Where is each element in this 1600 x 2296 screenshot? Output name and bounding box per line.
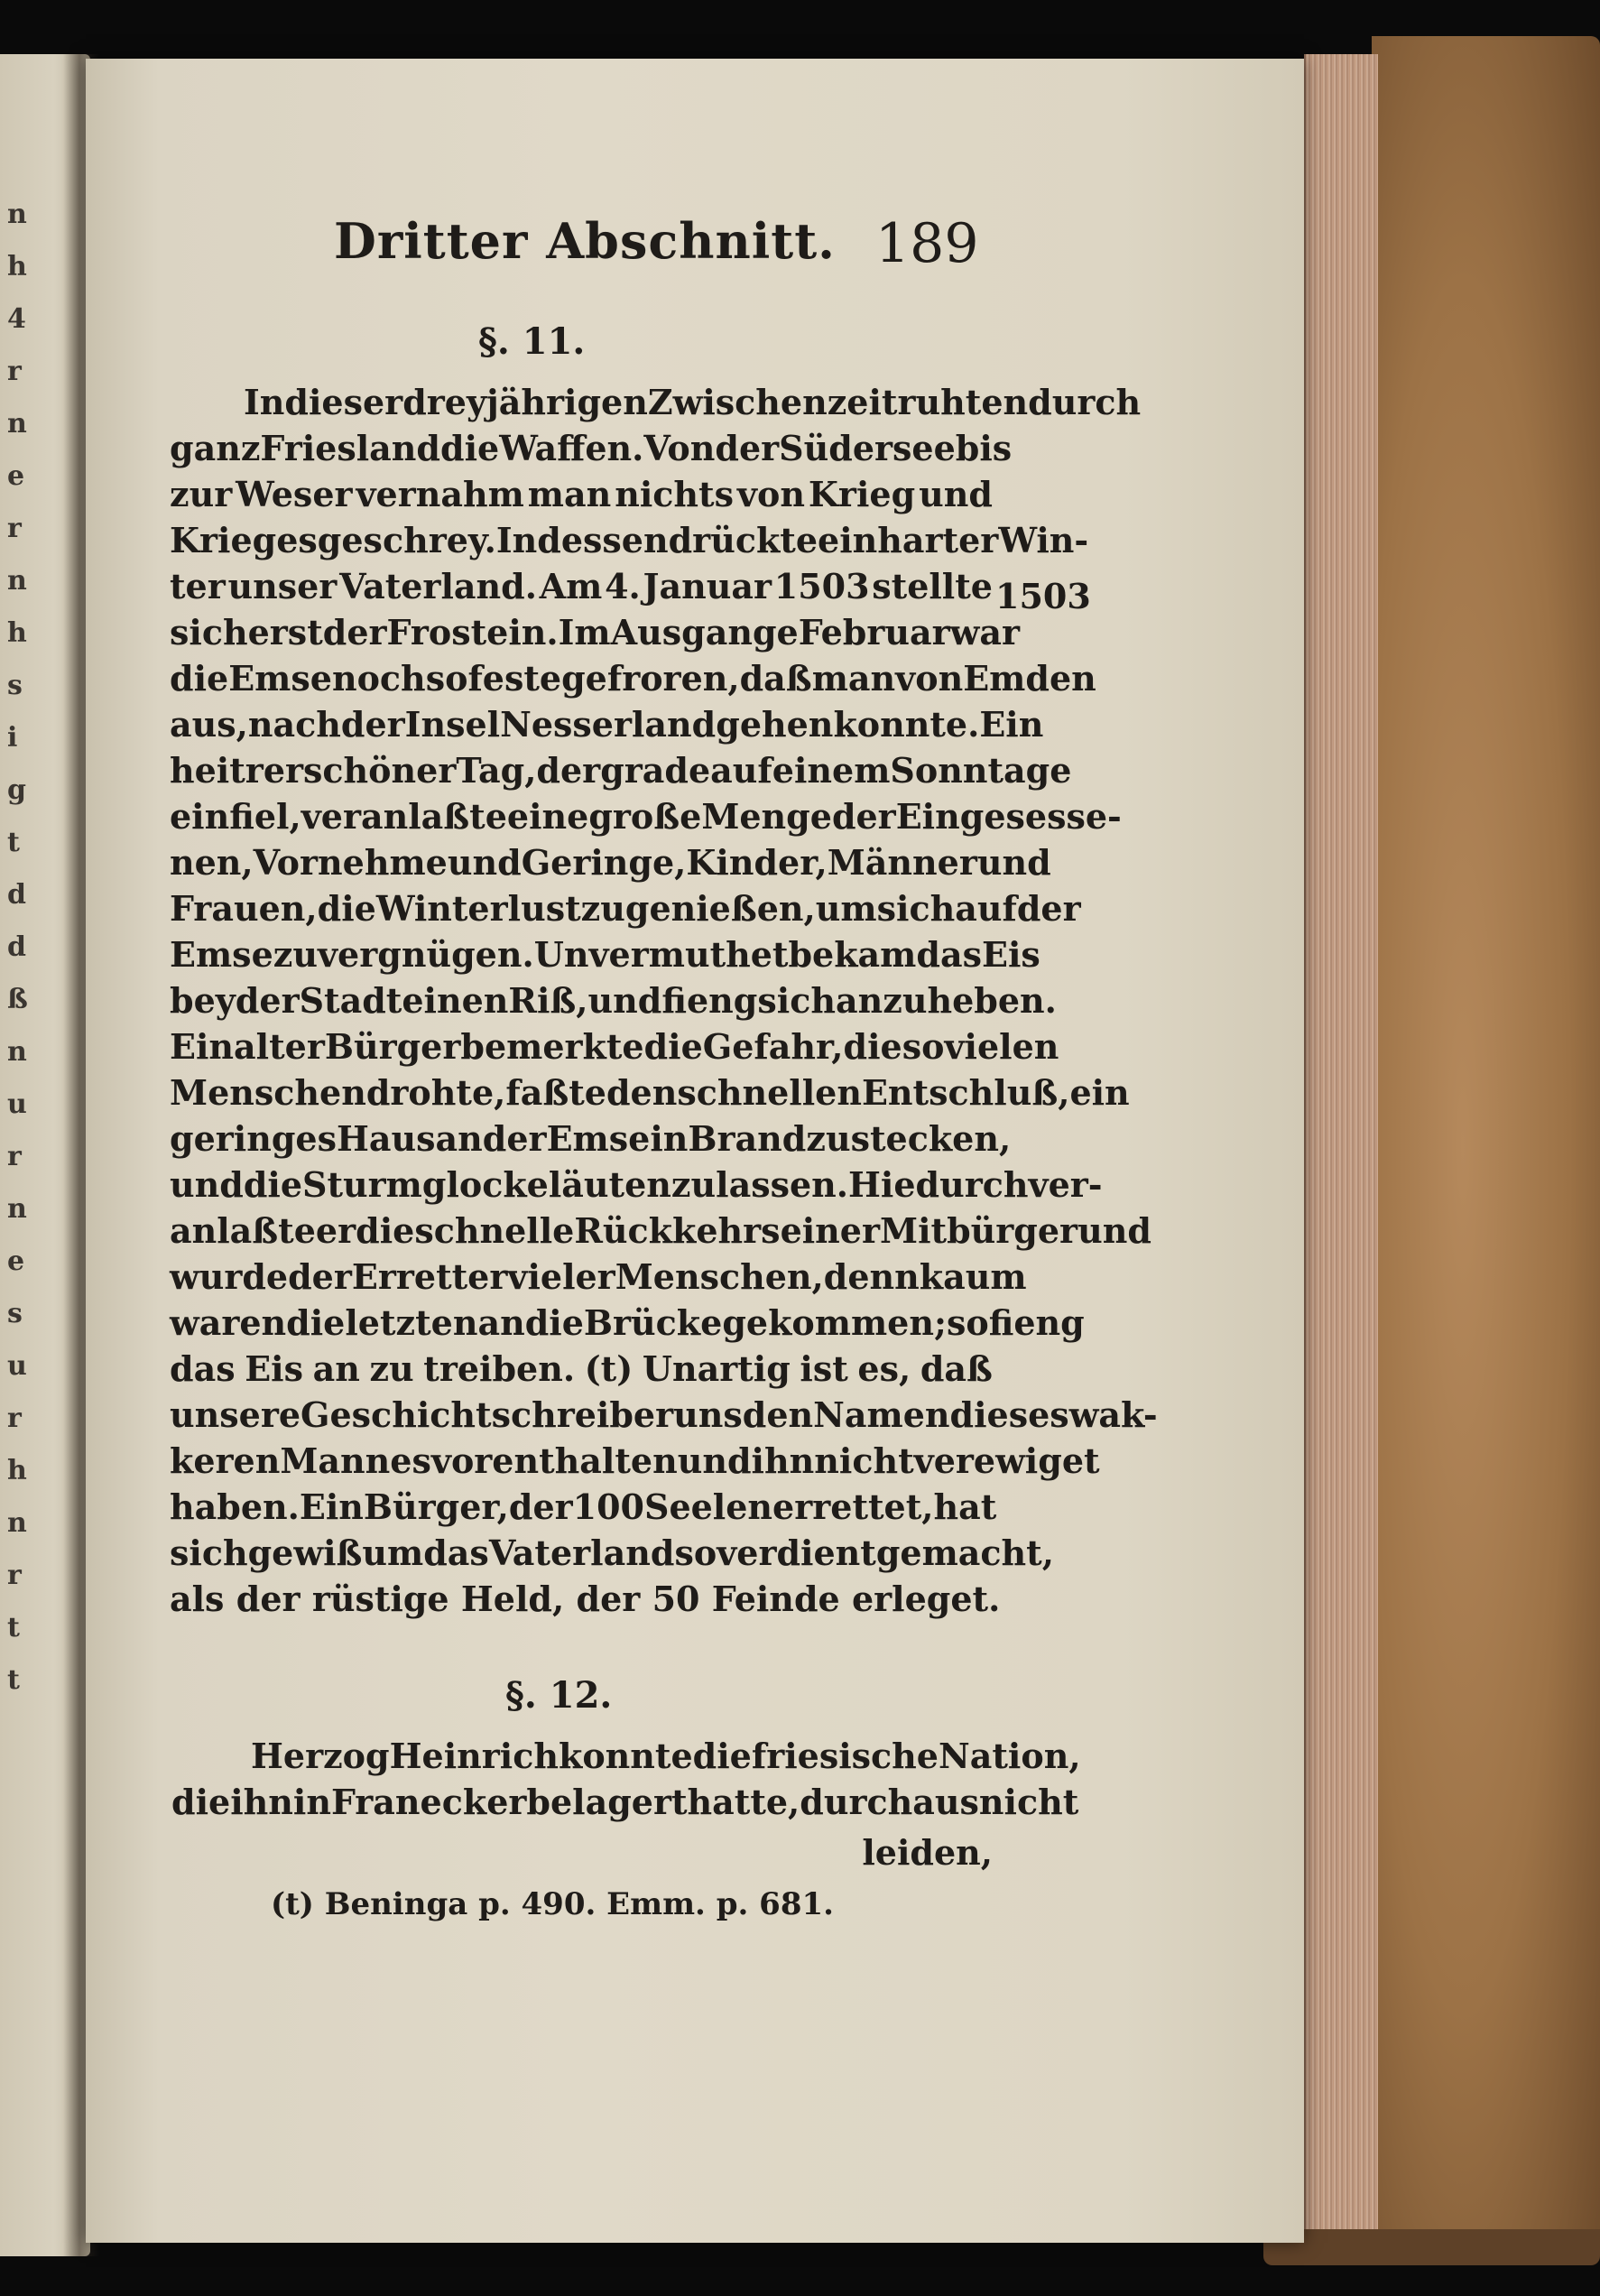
left-page-letter: n bbox=[7, 1507, 27, 1539]
text-line: waren die letzten an die Brücke gekommen; so fieng bbox=[170, 1302, 1085, 1343]
section-12-heading: §. 12. bbox=[505, 1674, 613, 1717]
text-line: anlaßte er die schnelle Rückkehr seiner Mitbürger und bbox=[170, 1210, 1151, 1251]
book-cover bbox=[1372, 36, 1600, 2256]
section-11-body bbox=[170, 379, 1158, 1622]
left-page-letter: t bbox=[7, 1664, 20, 1696]
text-line: Menschen drohte, faßte den schnellen Entschluß, ein bbox=[170, 1072, 1130, 1113]
text-line: In dieser dreyjährigen Zwischenzeit ruhten durch bbox=[244, 382, 1142, 422]
text-line: Frauen, die Winterlust zu genießen, um sich auf der bbox=[170, 888, 1081, 929]
page-number: 189 bbox=[875, 212, 979, 275]
left-page-letter: r bbox=[7, 1141, 22, 1172]
left-page-letter: h bbox=[7, 1455, 27, 1486]
text-line: Kriegesgeschrey. Indessen drückte ein harter Win- bbox=[170, 520, 1089, 560]
left-page-letter: r bbox=[7, 356, 22, 387]
left-page-letter: h bbox=[7, 251, 27, 282]
left-page-letter: d bbox=[7, 931, 26, 963]
text-line: keren Mannes vorenthalten und ihn nicht verewiget bbox=[170, 1440, 1100, 1481]
margin-note-year: 1503 bbox=[995, 576, 1091, 616]
text-line: bey der Stadt einen Riß, und fieng sich an zu heben. bbox=[170, 980, 1057, 1021]
left-page-letter: n bbox=[7, 1193, 27, 1225]
left-page-letter: n bbox=[7, 408, 27, 440]
left-page-letter: r bbox=[7, 1403, 22, 1434]
left-page-letter: h bbox=[7, 617, 27, 649]
left-page-letter: s bbox=[7, 1298, 23, 1329]
catchword: leiden, bbox=[862, 1832, 993, 1873]
left-page-letter: i bbox=[7, 722, 18, 754]
section-12-body bbox=[171, 1733, 1081, 1825]
text-line: haben. Ein Bürger, der 100 Seelen errettet, hat bbox=[170, 1486, 997, 1527]
text-line: sich gewiß um das Vaterland so verdient gemacht, bbox=[170, 1532, 1054, 1573]
text-line: einfiel, veranlaßte eine große Menge der Eingesesse- bbox=[170, 796, 1122, 837]
text-line: ganz Friesland die Waffen. Von der Südersee bis bbox=[170, 428, 1013, 468]
text-line: als der rüstige Held, der 50 Feinde erleget. bbox=[170, 1578, 1001, 1619]
text-line: nen, Vornehme und Geringe, Kinder, Männer und bbox=[170, 842, 1051, 883]
text-line: aus, nach der Insel Nesserland gehen konnte. Ein bbox=[170, 704, 1044, 745]
left-page-letter: u bbox=[7, 1350, 27, 1382]
left-page-letter: 4 bbox=[7, 303, 26, 335]
text-line: Ein alter Bürger bemerkte die Gefahr, die so vielen bbox=[170, 1026, 1059, 1067]
left-page-letter: t bbox=[7, 1612, 20, 1643]
text-line: ter unser Vaterland. Am 4. Januar 1503 stellte bbox=[170, 566, 993, 606]
text-line: geringes Haus an der Emse in Brand zu stecken, bbox=[170, 1118, 1012, 1159]
text-line: zur Weser vernahm man nichts von Krieg und bbox=[170, 474, 993, 514]
left-page-letter: t bbox=[7, 827, 20, 858]
left-page-letter: r bbox=[7, 513, 22, 544]
text-line: Herzog Heinrich konnte die friesische Nation, bbox=[251, 1736, 1081, 1776]
text-line: Emse zu vergnügen. Unvermuthet bekam das Eis bbox=[170, 934, 1040, 975]
footnote: (t) Beninga p. 490. Emm. p. 681. bbox=[271, 1886, 834, 1922]
text-line: heitrer schöner Tag, der grade auf einem Sonntage bbox=[170, 750, 1072, 791]
text-line: sich erst der Frost ein. Im Ausgange Februar war bbox=[170, 612, 1021, 653]
left-page-letter: n bbox=[7, 565, 27, 597]
left-page-letter: d bbox=[7, 879, 26, 911]
section-11-heading: §. 11. bbox=[478, 320, 586, 363]
left-page-letter: e bbox=[7, 1245, 25, 1277]
page-block-edge bbox=[1304, 54, 1378, 2238]
left-page-letter: e bbox=[7, 460, 25, 492]
left-page-letter: ß bbox=[7, 984, 28, 1015]
left-page-letter: n bbox=[7, 199, 27, 230]
running-head: Dritter Abschnitt. bbox=[334, 212, 836, 270]
left-page-letter: n bbox=[7, 1036, 27, 1068]
book-cover-bottom bbox=[1263, 2229, 1600, 2265]
left-page-letter: g bbox=[7, 774, 26, 806]
left-page-letter: r bbox=[7, 1560, 22, 1591]
text-line: die ihn in Franecker belagert hatte, durchaus nicht bbox=[171, 1782, 1079, 1822]
text-line: und die Sturmglocke läuten zu lassen. Hiedurch ver- bbox=[170, 1164, 1103, 1205]
text-line: wurde der Erretter vieler Menschen, denn kaum bbox=[170, 1256, 1027, 1297]
text-line: das Eis an zu treiben. (t) Unartig ist es, daß bbox=[170, 1348, 993, 1389]
left-page-letter: u bbox=[7, 1088, 27, 1120]
text-line: unsere Geschichtschreiber uns den Namen dieses wak- bbox=[170, 1394, 1158, 1435]
left-page-letter: s bbox=[7, 670, 23, 701]
text-line: die Emse noch so feste gefroren, daß man von Emden bbox=[170, 658, 1096, 699]
